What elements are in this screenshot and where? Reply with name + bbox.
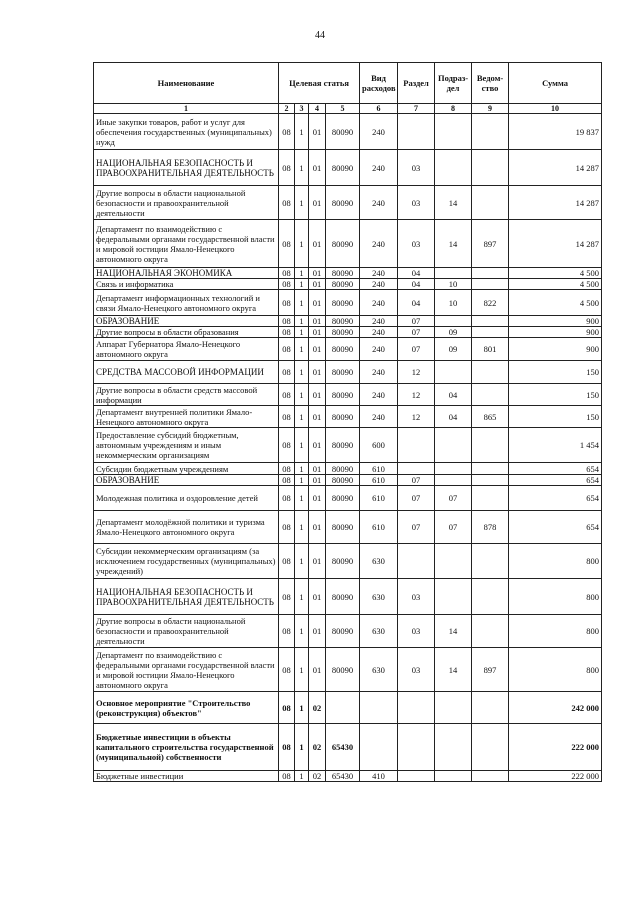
target-code-2: 1 (295, 648, 309, 692)
target-code-2: 1 (295, 544, 309, 579)
target-code-1: 08 (279, 428, 295, 463)
col-number: 10 (509, 104, 602, 114)
row-name: Связь и информатика (94, 279, 279, 290)
vid-cell: 240 (360, 316, 398, 327)
col-number: 7 (398, 104, 435, 114)
header-row (94, 63, 602, 104)
header-razdel: Раздел (398, 63, 435, 104)
razdel-cell: 07 (398, 327, 435, 338)
row-name: ОБРАЗОВАНИЕ (94, 475, 279, 486)
sum-cell: 19 837 (509, 114, 602, 150)
table-row (94, 268, 602, 279)
target-code-4: 80090 (326, 268, 360, 279)
target-code-4: 80090 (326, 316, 360, 327)
table-row (94, 724, 602, 771)
podrazdel-cell: 07 (435, 486, 472, 511)
target-code-2: 1 (295, 186, 309, 220)
target-code-4: 80090 (326, 615, 360, 648)
target-code-4: 65430 (326, 724, 360, 771)
podrazdel-cell: 14 (435, 220, 472, 268)
vid-cell: 610 (360, 463, 398, 475)
razdel-cell: 12 (398, 361, 435, 384)
podrazdel-cell (435, 692, 472, 724)
target-code-1: 08 (279, 615, 295, 648)
vid-cell: 610 (360, 511, 398, 544)
vedomstvo-cell (472, 544, 509, 579)
target-code-2: 1 (295, 511, 309, 544)
vid-cell: 610 (360, 486, 398, 511)
vedomstvo-cell (472, 114, 509, 150)
target-code-2: 1 (295, 771, 309, 782)
razdel-cell: 03 (398, 186, 435, 220)
razdel-cell: 07 (398, 338, 435, 361)
target-code-2: 1 (295, 338, 309, 361)
header-target: Целевая статья (279, 63, 360, 104)
podrazdel-cell (435, 361, 472, 384)
target-code-4: 80090 (326, 279, 360, 290)
target-code-3: 01 (309, 486, 326, 511)
vid-cell: 630 (360, 579, 398, 615)
podrazdel-cell (435, 114, 472, 150)
target-code-3: 01 (309, 579, 326, 615)
target-code-2: 1 (295, 475, 309, 486)
razdel-cell: 07 (398, 511, 435, 544)
table-row (94, 615, 602, 648)
col-number: 3 (295, 104, 309, 114)
sum-cell: 150 (509, 361, 602, 384)
vid-cell: 240 (360, 220, 398, 268)
table-row (94, 220, 602, 268)
col-number: 8 (435, 104, 472, 114)
podrazdel-cell (435, 475, 472, 486)
table-row (94, 692, 602, 724)
table-row (94, 475, 602, 486)
table-row (94, 150, 602, 186)
row-name: Предоставление субсидий бюджетным, автономным учреждениям и иным некоммерческим организациям (94, 428, 279, 463)
podrazdel-cell (435, 771, 472, 782)
table-row (94, 338, 602, 361)
podrazdel-cell: 09 (435, 327, 472, 338)
sum-cell: 800 (509, 579, 602, 615)
target-code-2: 1 (295, 361, 309, 384)
table-row (94, 114, 602, 150)
row-name: НАЦИОНАЛЬНАЯ ЭКОНОМИКА (94, 268, 279, 279)
razdel-cell: 07 (398, 475, 435, 486)
row-name: Департамент по взаимодействию с федеральными органами государственной власти и мировой юстиции Ямало-Ненецкого автономного округа (94, 220, 279, 268)
podrazdel-cell (435, 463, 472, 475)
razdel-cell: 07 (398, 486, 435, 511)
vedomstvo-cell (472, 316, 509, 327)
vid-cell: 410 (360, 771, 398, 782)
target-code-4: 65430 (326, 771, 360, 782)
target-code-1: 08 (279, 268, 295, 279)
sum-cell: 900 (509, 327, 602, 338)
budget-table (93, 62, 602, 782)
target-code-3: 01 (309, 338, 326, 361)
vedomstvo-cell (472, 428, 509, 463)
sum-cell: 654 (509, 475, 602, 486)
target-code-2: 1 (295, 220, 309, 268)
target-code-3: 01 (309, 220, 326, 268)
target-code-1: 08 (279, 290, 295, 316)
row-name: Аппарат Губернатора Ямало-Ненецкого автономного округа (94, 338, 279, 361)
row-name: Субсидии бюджетным учреждениям (94, 463, 279, 475)
target-code-2: 1 (295, 150, 309, 186)
row-name: Иные закупки товаров, работ и услуг для обеспечения государственных (муниципальных) нужд (94, 114, 279, 150)
razdel-cell (398, 463, 435, 475)
razdel-cell: 07 (398, 316, 435, 327)
podrazdel-cell (435, 724, 472, 771)
target-code-3: 01 (309, 327, 326, 338)
vedomstvo-cell (472, 463, 509, 475)
row-name: ОБРАЗОВАНИЕ (94, 316, 279, 327)
vedomstvo-cell (472, 724, 509, 771)
sum-cell: 900 (509, 338, 602, 361)
page-number: 44 (315, 30, 325, 41)
col-number: 1 (94, 104, 279, 114)
sum-cell: 4 500 (509, 290, 602, 316)
target-code-4: 80090 (326, 463, 360, 475)
sum-cell: 150 (509, 384, 602, 406)
vid-cell: 610 (360, 475, 398, 486)
target-code-1: 08 (279, 150, 295, 186)
target-code-1: 08 (279, 361, 295, 384)
target-code-4: 80090 (326, 384, 360, 406)
vedomstvo-cell (472, 615, 509, 648)
target-code-1: 08 (279, 316, 295, 327)
vid-cell: 240 (360, 150, 398, 186)
vedomstvo-cell (472, 486, 509, 511)
target-code-2: 1 (295, 406, 309, 428)
target-code-4: 80090 (326, 486, 360, 511)
header-vid: Вид расходов (360, 63, 398, 104)
table-body (94, 114, 602, 782)
vid-cell: 630 (360, 544, 398, 579)
vedomstvo-cell: 822 (472, 290, 509, 316)
vid-cell: 630 (360, 615, 398, 648)
target-code-1: 08 (279, 648, 295, 692)
razdel-cell: 03 (398, 615, 435, 648)
row-name: СРЕДСТВА МАССОВОЙ ИНФОРМАЦИИ (94, 361, 279, 384)
target-code-3: 01 (309, 615, 326, 648)
target-code-4: 80090 (326, 338, 360, 361)
vedomstvo-cell (472, 384, 509, 406)
podrazdel-cell: 14 (435, 186, 472, 220)
sum-cell: 242 000 (509, 692, 602, 724)
sum-cell: 4 500 (509, 279, 602, 290)
row-name: Другие вопросы в области национальной безопасности и правоохранительной деятельности (94, 615, 279, 648)
target-code-3: 01 (309, 544, 326, 579)
vedomstvo-cell: 865 (472, 406, 509, 428)
target-code-2: 1 (295, 114, 309, 150)
podrazdel-cell: 14 (435, 648, 472, 692)
row-name: Субсидии некоммерческим организациям (за исключением государственных (муниципальных) учреждений) (94, 544, 279, 579)
vedomstvo-cell (472, 186, 509, 220)
sum-cell: 800 (509, 615, 602, 648)
table-row (94, 279, 602, 290)
podrazdel-cell: 07 (435, 511, 472, 544)
target-code-4: 80090 (326, 186, 360, 220)
razdel-cell (398, 771, 435, 782)
target-code-2: 1 (295, 724, 309, 771)
row-name: НАЦИОНАЛЬНАЯ БЕЗОПАСНОСТЬ И ПРАВООХРАНИТЕЛЬНАЯ ДЕЯТЕЛЬНОСТЬ (94, 150, 279, 186)
target-code-1: 08 (279, 186, 295, 220)
target-code-3: 01 (309, 361, 326, 384)
podrazdel-cell: 09 (435, 338, 472, 361)
podrazdel-cell: 04 (435, 384, 472, 406)
target-code-3: 01 (309, 268, 326, 279)
vedomstvo-cell (472, 361, 509, 384)
sum-cell: 1 454 (509, 428, 602, 463)
target-code-3: 01 (309, 475, 326, 486)
header-summa: Сумма (509, 63, 602, 104)
vedomstvo-cell (472, 268, 509, 279)
razdel-cell: 12 (398, 384, 435, 406)
table-row (94, 511, 602, 544)
table-row (94, 544, 602, 579)
target-code-2: 1 (295, 327, 309, 338)
target-code-2: 1 (295, 615, 309, 648)
razdel-cell: 03 (398, 648, 435, 692)
razdel-cell: 04 (398, 279, 435, 290)
podrazdel-cell: 14 (435, 615, 472, 648)
target-code-4: 80090 (326, 406, 360, 428)
target-code-3: 01 (309, 384, 326, 406)
razdel-cell: 03 (398, 220, 435, 268)
vid-cell: 240 (360, 361, 398, 384)
target-code-1: 08 (279, 544, 295, 579)
row-name: Основное мероприятие "Строительство (реконструкция) объектов" (94, 692, 279, 724)
row-name: Другие вопросы в области средств массовой информации (94, 384, 279, 406)
target-code-3: 01 (309, 186, 326, 220)
vid-cell: 240 (360, 290, 398, 316)
target-code-3: 01 (309, 511, 326, 544)
target-code-2: 1 (295, 428, 309, 463)
target-code-4: 80090 (326, 579, 360, 615)
vedomstvo-cell (472, 771, 509, 782)
vedomstvo-cell (472, 579, 509, 615)
vid-cell: 240 (360, 338, 398, 361)
target-code-1: 08 (279, 771, 295, 782)
sum-cell: 800 (509, 544, 602, 579)
sum-cell: 222 000 (509, 724, 602, 771)
vedomstvo-cell: 801 (472, 338, 509, 361)
razdel-cell (398, 544, 435, 579)
row-name: Департамент молодёжной политики и туризма Ямало-Ненецкого автономного округа (94, 511, 279, 544)
target-code-1: 08 (279, 692, 295, 724)
target-code-3: 02 (309, 692, 326, 724)
target-code-2: 1 (295, 316, 309, 327)
razdel-cell (398, 724, 435, 771)
table-row (94, 361, 602, 384)
podrazdel-cell: 10 (435, 279, 472, 290)
col-number: 4 (309, 104, 326, 114)
target-code-1: 08 (279, 724, 295, 771)
target-code-2: 1 (295, 268, 309, 279)
podrazdel-cell: 10 (435, 290, 472, 316)
target-code-4: 80090 (326, 544, 360, 579)
sum-cell: 14 287 (509, 186, 602, 220)
row-name: Департамент внутренней политики Ямало-Ненецкого автономного округа (94, 406, 279, 428)
target-code-4: 80090 (326, 361, 360, 384)
vid-cell: 240 (360, 327, 398, 338)
table-row (94, 186, 602, 220)
podrazdel-cell (435, 268, 472, 279)
target-code-4: 80090 (326, 290, 360, 316)
podrazdel-cell (435, 316, 472, 327)
vid-cell: 240 (360, 384, 398, 406)
table-row (94, 290, 602, 316)
row-name: Бюджетные инвестиции в объекты капитального строительства государственной (муниципальной) собственности (94, 724, 279, 771)
row-name: Другие вопросы в области образования (94, 327, 279, 338)
row-name: Департамент по взаимодействию с федеральными органами государственной власти и мировой юстиции Ямало-Ненецкого автономного округа (94, 648, 279, 692)
table-row (94, 579, 602, 615)
target-code-3: 01 (309, 316, 326, 327)
target-code-2: 1 (295, 486, 309, 511)
sum-cell: 654 (509, 463, 602, 475)
sum-cell: 150 (509, 406, 602, 428)
razdel-cell: 12 (398, 406, 435, 428)
target-code-4: 80090 (326, 648, 360, 692)
target-code-3: 02 (309, 724, 326, 771)
podrazdel-cell (435, 150, 472, 186)
row-name: Молодежная политика и оздоровление детей (94, 486, 279, 511)
target-code-2: 1 (295, 384, 309, 406)
podrazdel-cell (435, 579, 472, 615)
row-name: НАЦИОНАЛЬНАЯ БЕЗОПАСНОСТЬ И ПРАВООХРАНИТЕЛЬНАЯ ДЕЯТЕЛЬНОСТЬ (94, 579, 279, 615)
vid-cell: 240 (360, 268, 398, 279)
col-number: 6 (360, 104, 398, 114)
target-code-1: 08 (279, 511, 295, 544)
target-code-3: 01 (309, 428, 326, 463)
table-row (94, 327, 602, 338)
razdel-cell (398, 428, 435, 463)
vid-cell: 630 (360, 648, 398, 692)
target-code-1: 08 (279, 463, 295, 475)
target-code-2: 1 (295, 279, 309, 290)
razdel-cell (398, 114, 435, 150)
podrazdel-cell (435, 544, 472, 579)
vedomstvo-cell (472, 327, 509, 338)
vedomstvo-cell (472, 692, 509, 724)
vid-cell: 240 (360, 114, 398, 150)
target-code-1: 08 (279, 220, 295, 268)
target-code-2: 1 (295, 579, 309, 615)
sum-cell: 14 287 (509, 150, 602, 186)
target-code-4: 80090 (326, 114, 360, 150)
sum-cell: 900 (509, 316, 602, 327)
table-row (94, 428, 602, 463)
sum-cell: 4 500 (509, 268, 602, 279)
header-name: Наименование (94, 63, 279, 104)
table-row (94, 384, 602, 406)
target-code-1: 08 (279, 384, 295, 406)
target-code-3: 01 (309, 290, 326, 316)
target-code-4 (326, 692, 360, 724)
vedomstvo-cell (472, 150, 509, 186)
col-number: 2 (279, 104, 295, 114)
table-row (94, 463, 602, 475)
col-number: 5 (326, 104, 360, 114)
target-code-3: 01 (309, 279, 326, 290)
header-vedomstvo: Ведом-ство (472, 63, 509, 104)
target-code-4: 80090 (326, 150, 360, 186)
razdel-cell: 03 (398, 150, 435, 186)
vid-cell (360, 692, 398, 724)
col-number: 9 (472, 104, 509, 114)
target-code-2: 1 (295, 463, 309, 475)
vedomstvo-cell: 878 (472, 511, 509, 544)
razdel-cell: 03 (398, 579, 435, 615)
podrazdel-cell: 04 (435, 406, 472, 428)
vid-cell (360, 724, 398, 771)
header-podrazdel: Подраз-дел (435, 63, 472, 104)
vedomstvo-cell (472, 475, 509, 486)
target-code-4: 80090 (326, 428, 360, 463)
row-name: Другие вопросы в области национальной безопасности и правоохранительной деятельности (94, 186, 279, 220)
target-code-1: 08 (279, 279, 295, 290)
vedomstvo-cell: 897 (472, 220, 509, 268)
razdel-cell: 04 (398, 268, 435, 279)
target-code-3: 01 (309, 406, 326, 428)
target-code-1: 08 (279, 406, 295, 428)
target-code-3: 01 (309, 114, 326, 150)
target-code-3: 01 (309, 150, 326, 186)
vid-cell: 240 (360, 406, 398, 428)
row-name: Бюджетные инвестиции (94, 771, 279, 782)
target-code-3: 01 (309, 463, 326, 475)
razdel-cell: 04 (398, 290, 435, 316)
vid-cell: 240 (360, 279, 398, 290)
table-row (94, 316, 602, 327)
razdel-cell (398, 692, 435, 724)
target-code-1: 08 (279, 579, 295, 615)
target-code-3: 02 (309, 771, 326, 782)
vid-cell: 600 (360, 428, 398, 463)
target-code-4: 80090 (326, 511, 360, 544)
podrazdel-cell (435, 428, 472, 463)
table-row (94, 486, 602, 511)
target-code-1: 08 (279, 338, 295, 361)
table-row (94, 406, 602, 428)
sum-cell: 222 000 (509, 771, 602, 782)
target-code-2: 1 (295, 692, 309, 724)
target-code-3: 01 (309, 648, 326, 692)
vedomstvo-cell: 897 (472, 648, 509, 692)
vid-cell: 240 (360, 186, 398, 220)
column-numbers-row (94, 104, 602, 114)
vedomstvo-cell (472, 279, 509, 290)
row-name: Департамент информационных технологий и связи Ямало-Ненецкого автономного округа (94, 290, 279, 316)
target-code-2: 1 (295, 290, 309, 316)
target-code-1: 08 (279, 475, 295, 486)
target-code-4: 80090 (326, 327, 360, 338)
target-code-4: 80090 (326, 220, 360, 268)
sum-cell: 14 287 (509, 220, 602, 268)
target-code-1: 08 (279, 114, 295, 150)
table-row (94, 648, 602, 692)
target-code-1: 08 (279, 327, 295, 338)
table-row (94, 771, 602, 782)
target-code-1: 08 (279, 486, 295, 511)
target-code-4: 80090 (326, 475, 360, 486)
sum-cell: 800 (509, 648, 602, 692)
sum-cell: 654 (509, 486, 602, 511)
sum-cell: 654 (509, 511, 602, 544)
